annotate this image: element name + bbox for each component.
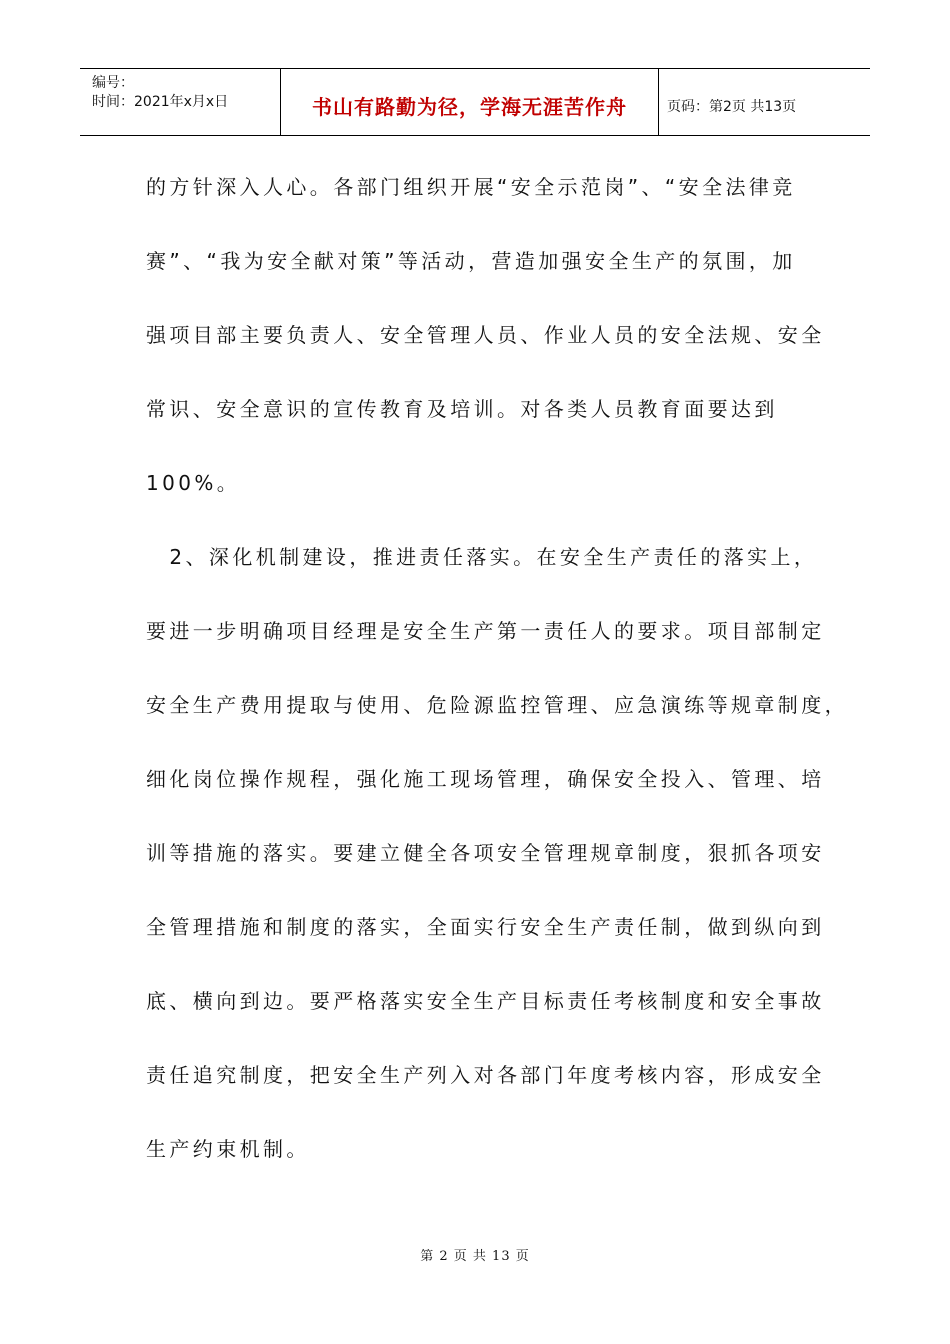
header-page-info: 页码：第2页 共13页	[667, 99, 797, 115]
header-motto: 书山有路勤为径，学海无涯苦作舟	[312, 94, 627, 119]
body-line: 安全生产费用提取与使用、危险源监控管理、应急演练等规章制度，	[146, 693, 848, 717]
body-line: 强项目部主要负责人、安全管理人员、作业人员的安全法规、安全	[146, 323, 825, 347]
document-body	[146, 164, 848, 1200]
body-line: 细化岗位操作规程，强化施工现场管理，确保安全投入、管理、培	[146, 767, 825, 791]
body-line: 责任追究制度，把安全生产列入对各部门年度考核内容，形成安全	[146, 1063, 825, 1087]
page-footer: 第 2 页 共 13 页	[420, 1249, 530, 1264]
body-line: 的方针深入人心。各部门组织开展“安全示范岗”、“安全法律竞	[146, 175, 796, 199]
header-page-cell	[659, 69, 870, 135]
body-line: 100%。	[146, 471, 241, 495]
body-line: 赛”、“我为安全献对策”等活动，营造加强安全生产的氛围，加	[146, 249, 796, 273]
header-motto-cell	[281, 69, 659, 135]
document-header	[80, 68, 870, 136]
body-line: 2、深化机制建设，推进责任落实。在安全生产责任的落实上，	[146, 545, 818, 569]
document-number-label: 编号：	[92, 75, 134, 91]
body-line: 生产约束机制。	[146, 1137, 310, 1161]
body-line: 要进一步明确项目经理是安全生产第一责任人的要求。项目部制定	[146, 619, 825, 643]
document-date-label: 时间：2021年x月x日	[92, 94, 229, 110]
body-line: 全管理措施和制度的落实，全面实行安全生产责任制，做到纵向到	[146, 915, 825, 939]
body-line: 常识、安全意识的宣传教育及培训。对各类人员教育面要达到	[146, 397, 778, 421]
body-line: 底、横向到边。要严格落实安全生产目标责任考核制度和安全事故	[146, 989, 825, 1013]
header-meta-cell	[80, 69, 281, 135]
body-line: 训等措施的落实。要建立健全各项安全管理规章制度，狠抓各项安	[146, 841, 825, 865]
